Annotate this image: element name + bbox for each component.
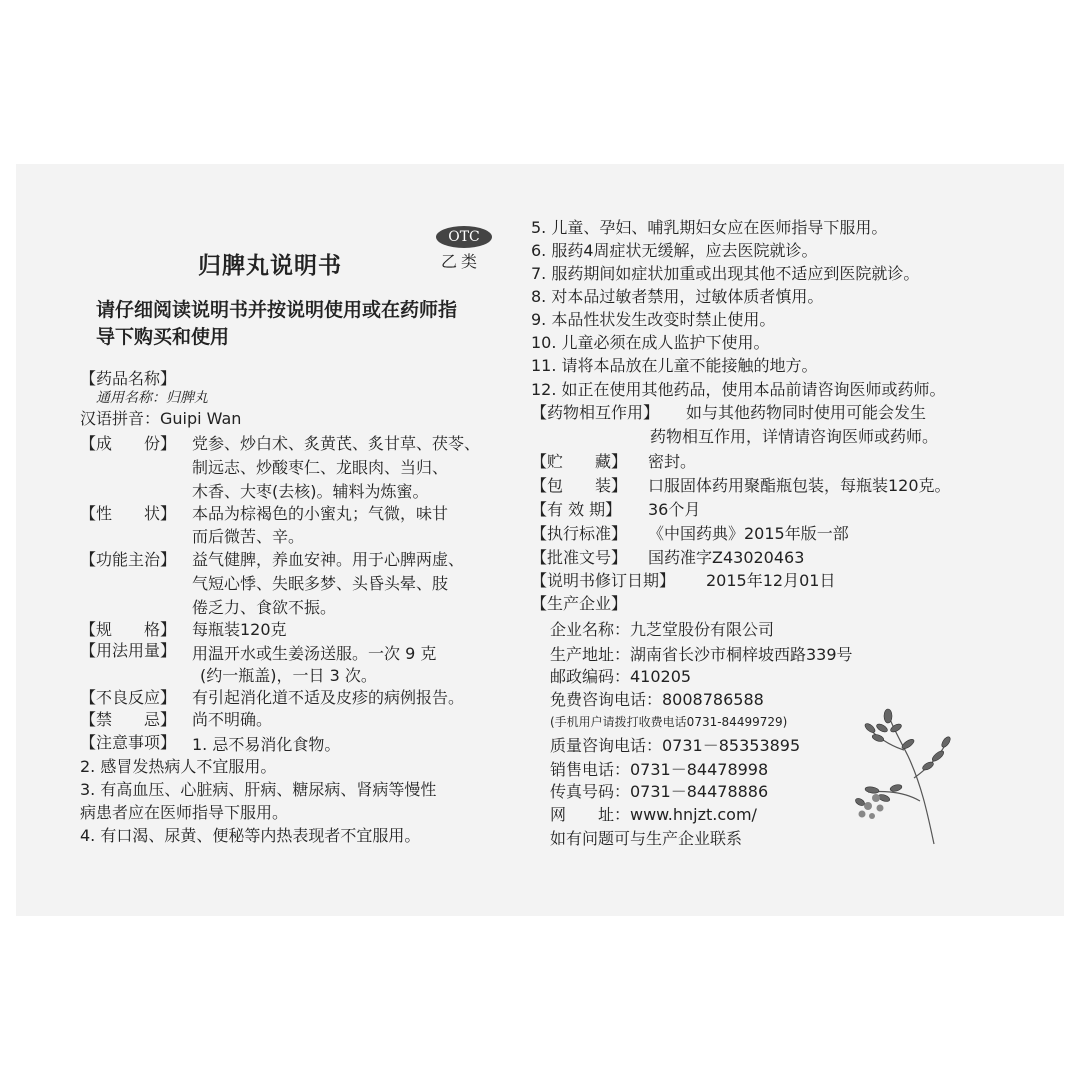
spec-label: 【规 格】 <box>80 620 177 639</box>
company-address: 生产地址：湖南省长沙市桐梓坡西路339号 <box>550 645 853 664</box>
usage-line: 用温开水或生姜汤送服。一次 9 克 <box>192 644 437 663</box>
caution-item: 病患者应在医师指导下服用。 <box>80 803 289 822</box>
usage-label: 【用法用量】 <box>80 641 177 660</box>
hotline: 免费咨询电话：8008786588 <box>550 690 764 709</box>
caution-item: 10. 儿童必须在成人监护下使用。 <box>531 333 770 352</box>
contraindication-value: 尚不明确。 <box>192 710 273 729</box>
contact-note: 如有问题可与生产企业联系 <box>550 829 743 848</box>
ingredients-line: 制远志、炒酸枣仁、龙眼肉、当归、 <box>192 458 449 477</box>
standard-label: 【执行标准】 <box>531 524 628 543</box>
mobile-note: (手机用户请拨打收费电话0731-84499729) <box>550 715 788 729</box>
function-line: 气短心悸、失眠多梦、头昏头晕、肢 <box>192 574 449 593</box>
interaction-label: 【药物相互作用】 <box>531 403 660 422</box>
function-line: 倦乏力、食欲不振。 <box>192 598 337 617</box>
package-label: 【包 装】 <box>531 476 628 495</box>
interaction-line: 如与其他药物同时使用可能会发生 <box>686 403 927 422</box>
properties-line: 本品为棕褐色的小蜜丸；气微，味甘 <box>192 504 449 523</box>
storage-label: 【贮 藏】 <box>531 452 628 471</box>
caution-label: 【注意事项】 <box>80 733 177 752</box>
common-name: 通用名称：归脾丸 <box>96 390 208 406</box>
drug-name-label: 【药品名称】 <box>80 369 177 388</box>
caution-item: 11. 请将本品放在儿童不能接触的地方。 <box>531 356 818 375</box>
caution-item: 5. 儿童、孕妇、哺乳期妇女应在医师指导下服用。 <box>531 218 888 237</box>
caution-item: 4. 有口渴、尿黄、便秘等内热表现者不宜服用。 <box>80 826 421 845</box>
manufacturer-label: 【生产企业】 <box>531 594 628 613</box>
interaction-line: 药物相互作用，详情请咨询医师或药师。 <box>650 427 939 446</box>
revision-value: 2015年12月01日 <box>706 571 836 590</box>
herb-illustration <box>848 706 958 846</box>
pinyin-name: 汉语拼音：Guipi Wan <box>80 409 242 428</box>
ingredients-label: 【成 份】 <box>80 434 177 453</box>
revision-label: 【说明书修订日期】 <box>531 571 676 590</box>
caution-item: 3. 有高血压、心脏病、肝病、糖尿病、肾病等慢性 <box>80 780 437 799</box>
ingredients-line: 木香、大枣(去核)。辅料为炼蜜。 <box>192 482 429 501</box>
caution-item: 8. 对本品过敏者禁用，过敏体质者慎用。 <box>531 287 824 306</box>
validity-value: 36个月 <box>648 500 701 519</box>
caution-item: 2. 感冒发热病人不宜服用。 <box>80 757 277 776</box>
caution-item: 1. 忌不易消化食物。 <box>192 735 341 754</box>
properties-line: 而后微苦、辛。 <box>192 527 305 546</box>
function-label: 【功能主治】 <box>80 550 177 569</box>
ingredients-line: 党参、炒白术、炙黄芪、炙甘草、茯苓、 <box>192 434 481 453</box>
instruction-line-2: 导下购买和使用 <box>96 326 230 348</box>
validity-label: 【有 效 期】 <box>531 500 622 519</box>
caution-item: 7. 服药期间如症状加重或出现其他不适应到医院就诊。 <box>531 264 920 283</box>
package-value: 口服固体药用聚酯瓶包装，每瓶装120克。 <box>648 476 951 495</box>
approval-label: 【批准文号】 <box>531 548 628 567</box>
sales-phone: 销售电话：0731－84478998 <box>550 760 769 779</box>
otc-badge: OTC <box>436 226 492 248</box>
usage-line: (约一瓶盖)，一日 3 次。 <box>200 666 377 685</box>
postcode: 邮政编码：410205 <box>550 667 692 686</box>
contraindication-label: 【禁 忌】 <box>80 710 177 729</box>
fax-number: 传真号码：0731－84478886 <box>550 782 769 801</box>
storage-value: 密封。 <box>648 452 697 471</box>
adverse-label: 【不良反应】 <box>80 688 177 707</box>
standard-value: 《中国药典》2015年版一部 <box>648 524 849 543</box>
adverse-value: 有引起消化道不适及皮疹的病例报告。 <box>192 688 465 707</box>
website: 网 址：www.hnjzt.com/ <box>550 805 757 824</box>
company-name: 企业名称：九芝堂股份有限公司 <box>550 620 775 639</box>
function-line: 益气健脾，养血安神。用于心脾两虚、 <box>192 550 465 569</box>
category-label: 乙类 <box>441 252 482 271</box>
properties-label: 【性 状】 <box>80 504 177 523</box>
approval-value: 国药准字Z43020463 <box>648 548 805 567</box>
caution-item: 9. 本品性状发生改变时禁止使用。 <box>531 310 776 329</box>
caution-item: 6. 服药4周症状无缓解，应去医院就诊。 <box>531 241 818 260</box>
document-title: 归脾丸说明书 <box>198 252 342 279</box>
caution-item: 12. 如正在使用其他药品，使用本品前请咨询医师或药师。 <box>531 380 946 399</box>
instruction-line-1: 请仔细阅读说明书并按说明使用或在药师指 <box>96 299 458 321</box>
spec-value: 每瓶装120克 <box>192 620 287 639</box>
quality-phone: 质量咨询电话：0731－85353895 <box>550 736 801 755</box>
